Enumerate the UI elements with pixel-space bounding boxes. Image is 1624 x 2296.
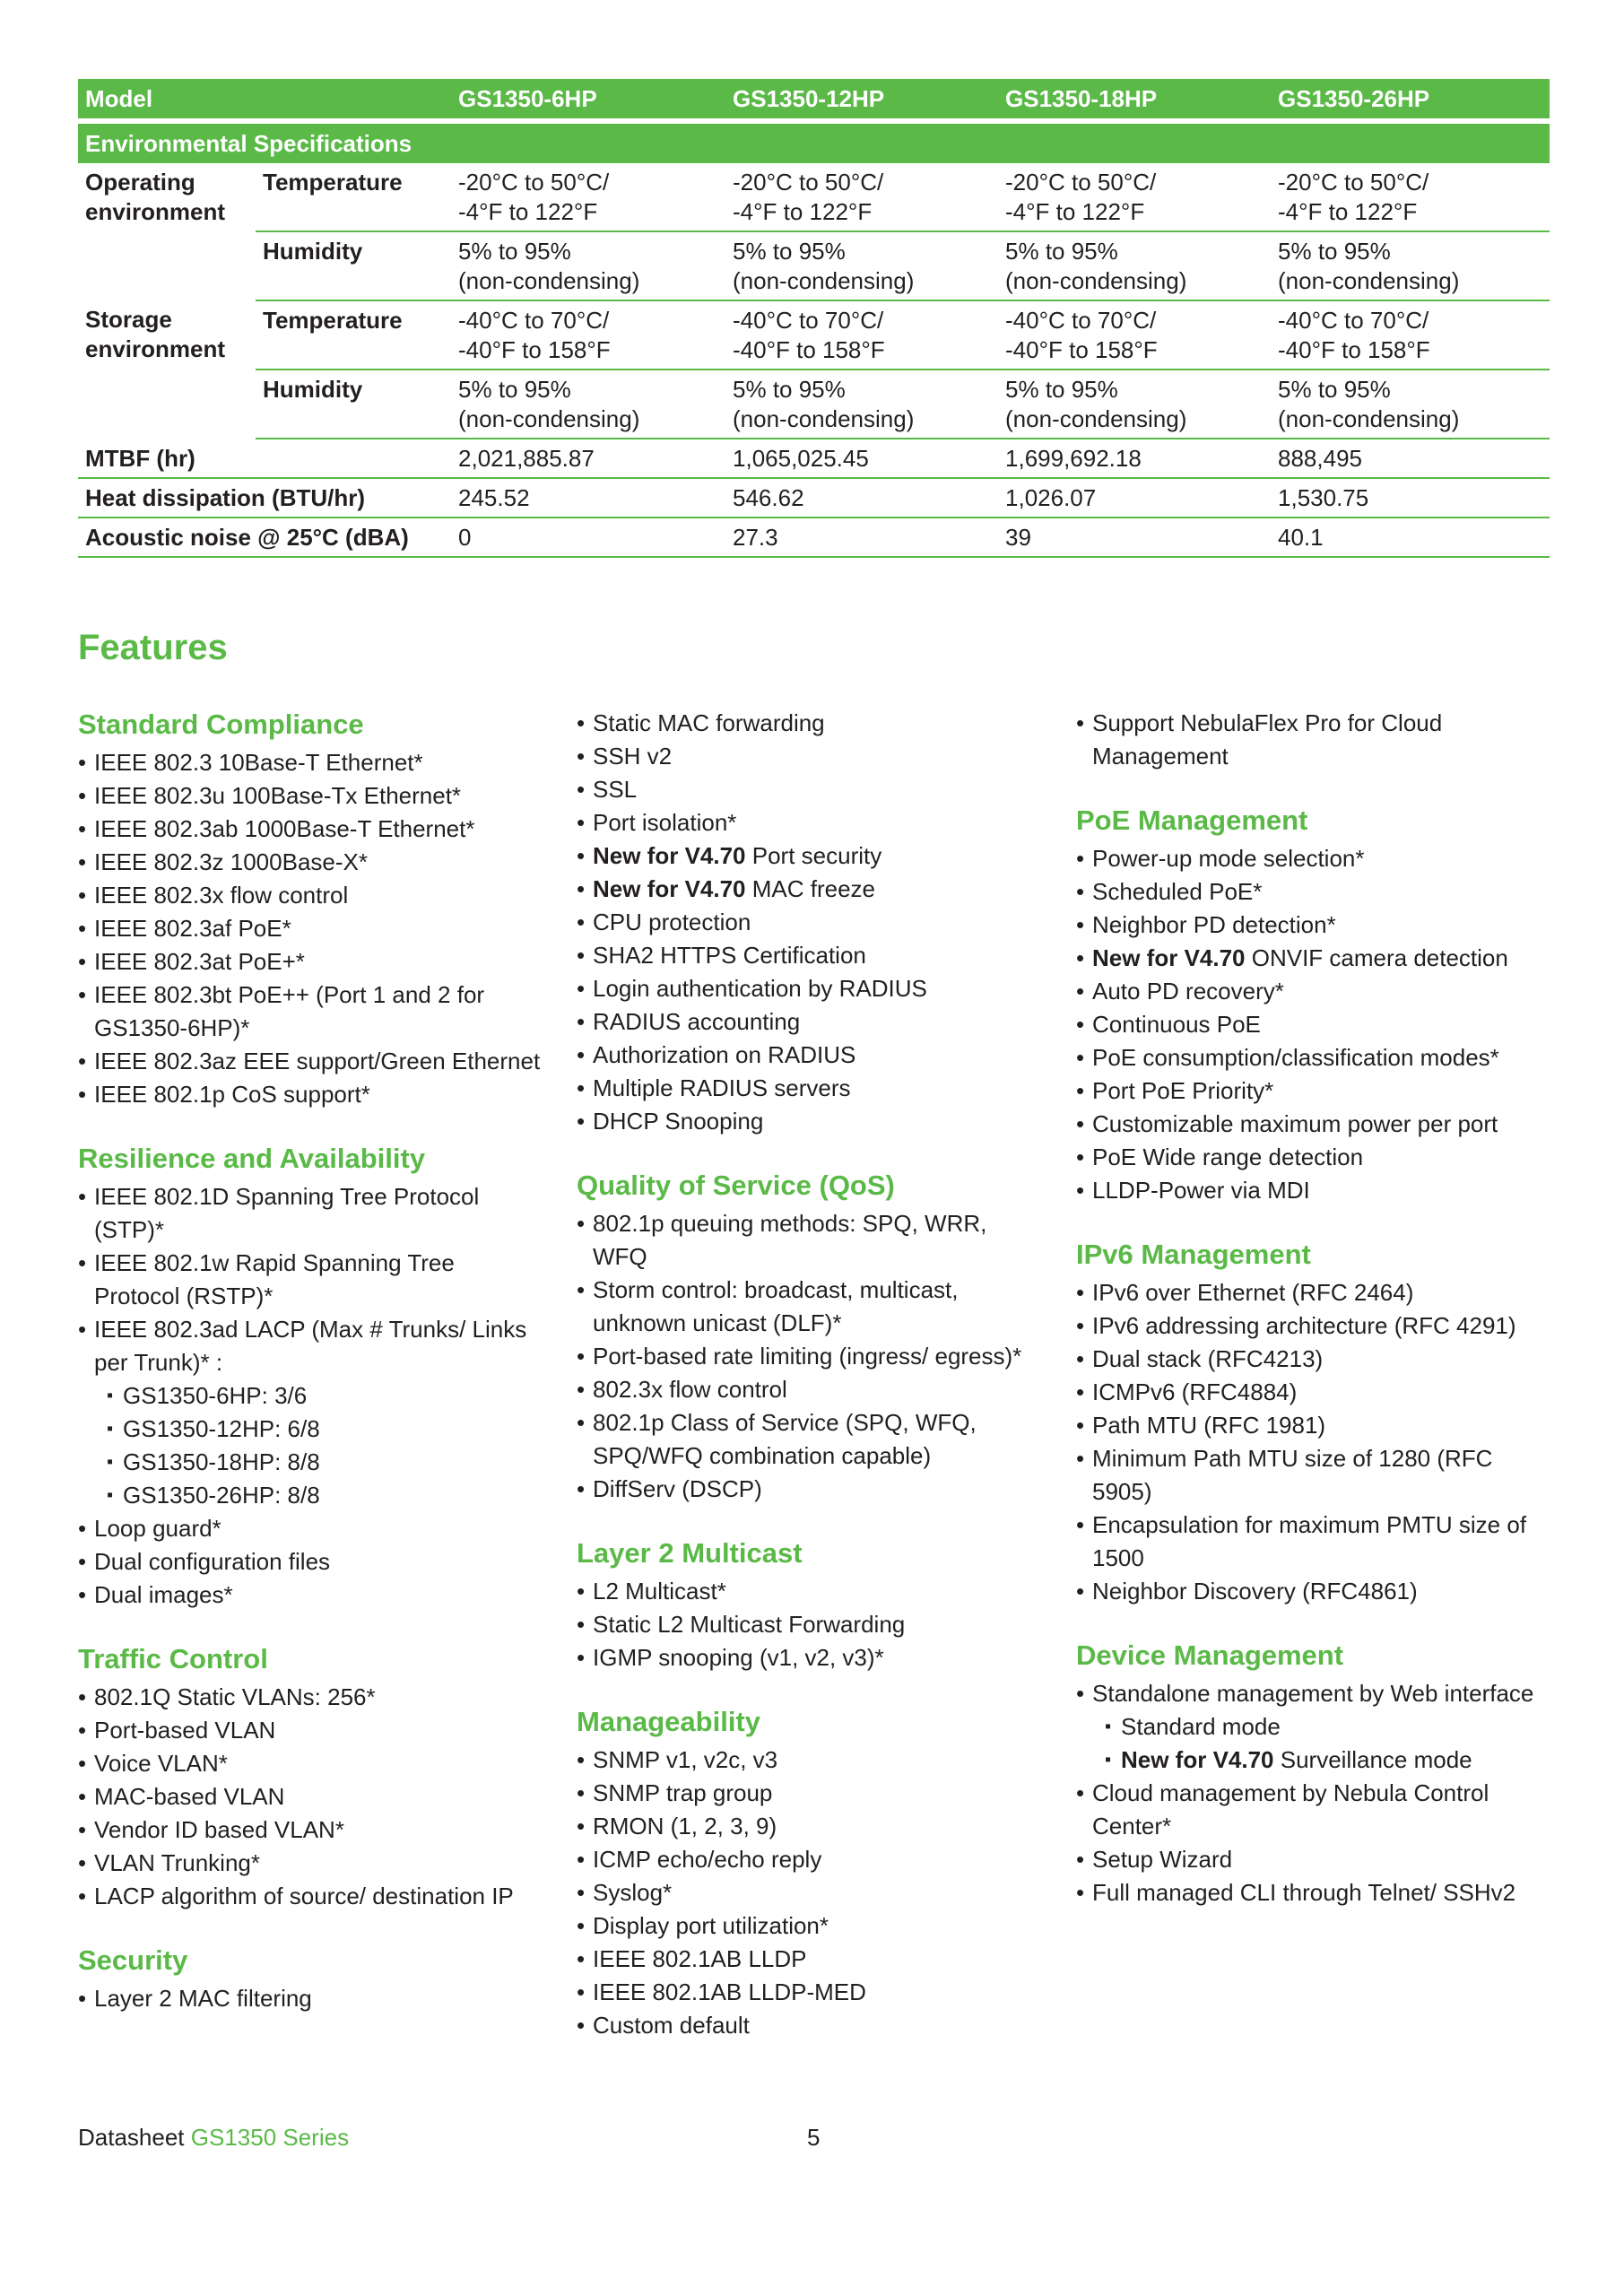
features-title: Features xyxy=(78,628,228,667)
list-item: • Login authentication by RADIUS xyxy=(577,972,1043,1005)
table-cell: -40°C to 70°C/ -40°F to 158°F xyxy=(451,300,725,370)
table-header-row xyxy=(78,79,1550,118)
list-item: • Dual configuration files xyxy=(78,1545,544,1578)
list-standard-compliance xyxy=(78,746,544,1111)
list-layer2-multicast xyxy=(577,1575,1043,1674)
list-item: • IEEE 802.3z 1000Base-X* xyxy=(78,846,544,879)
list-item: • DiffServ (DSCP) xyxy=(577,1473,1043,1506)
list-item: • Customizable maximum power per port xyxy=(1076,1108,1551,1141)
section-title: Environmental Specifications xyxy=(78,124,1550,163)
table-cell: 27.3 xyxy=(725,517,998,557)
list-device-management xyxy=(1076,1677,1551,1909)
list-item: • Vendor ID based VLAN* xyxy=(78,1813,544,1847)
list-item: • ICMPv6 (RFC4884) xyxy=(1076,1376,1551,1409)
table-row-heat xyxy=(78,478,1550,517)
features-column-3 xyxy=(1076,707,1551,1939)
list-item: • Storm control: broadcast, multicast, unknown unicast (DLF)* xyxy=(577,1274,1043,1340)
list-item: • MAC-based VLAN xyxy=(78,1780,544,1813)
section-row-environmental xyxy=(78,124,1550,163)
table-row xyxy=(78,300,1550,370)
table-row xyxy=(78,231,1550,300)
row-label-operating: Operating environment xyxy=(85,169,226,225)
table-cell: 5% to 95% (non-condensing) xyxy=(1271,231,1550,300)
table-cell: -40°C to 70°C/ -40°F to 158°F xyxy=(998,300,1271,370)
table-cell: 40.1 xyxy=(1271,517,1550,557)
table-cell: 1,530.75 xyxy=(1271,478,1550,517)
table-cell: 5% to 95% (non-condensing) xyxy=(725,231,998,300)
list-item: • IEEE 802.3 10Base-T Ethernet* xyxy=(78,746,544,779)
table-cell: 5% to 95% (non-condensing) xyxy=(451,370,725,439)
header-gs1350-6hp: GS1350-6HP xyxy=(451,79,725,118)
list-item: • LACP algorithm of source/ destination IP xyxy=(78,1880,544,1913)
list-item: • New for V4.70 ONVIF camera detection xyxy=(1076,942,1551,975)
sub-list-item: ▪ New for V4.70 Surveillance mode xyxy=(1076,1744,1551,1777)
list-item: • SNMP v1, v2c, v3 xyxy=(577,1744,1043,1777)
list-poe-management xyxy=(1076,842,1551,1207)
features-column-1 xyxy=(78,707,544,2045)
row-label-mtbf: MTBF (hr) xyxy=(78,439,451,478)
list-item: • SNMP trap group xyxy=(577,1777,1043,1810)
list-item: • 802.1p queuing methods: SPQ, WRR, WFQ xyxy=(577,1207,1043,1274)
row-label-storage: Storage environment xyxy=(85,306,226,362)
list-item: • Port-based VLAN xyxy=(78,1714,544,1747)
table-cell: 39 xyxy=(998,517,1271,557)
list-item: • IEEE 802.1p CoS support* xyxy=(78,1078,544,1111)
list-item: • Encapsulation for maximum PMTU size of 1500 xyxy=(1076,1509,1551,1575)
sub-label-humidity: Humidity xyxy=(256,231,451,300)
table-cell: 5% to 95% (non-condensing) xyxy=(998,231,1271,300)
list-item: • Syslog* xyxy=(577,1876,1043,1909)
table-cell: 2,021,885.87 xyxy=(451,439,725,478)
sub-list-item: ▪ GS1350-6HP: 3/6 xyxy=(78,1379,544,1413)
list-item: • Static MAC forwarding xyxy=(577,707,1043,740)
list-item: • IEEE 802.1AB LLDP-MED xyxy=(577,1976,1043,2009)
list-item: • CPU protection xyxy=(577,906,1043,939)
list-item: • Continuous PoE xyxy=(1076,1008,1551,1041)
list-item: • Authorization on RADIUS xyxy=(577,1039,1043,1072)
new-tag: New for V4.70 xyxy=(1121,1746,1274,1773)
list-item: • IEEE 802.3bt PoE++ (Port 1 and 2 for GS1350-6HP)* xyxy=(78,978,544,1045)
list-item: • Voice VLAN* xyxy=(78,1747,544,1780)
list-item: • Setup Wizard xyxy=(1076,1843,1551,1876)
list-item: • Standalone management by Web interface xyxy=(1076,1677,1551,1710)
list-item: • PoE consumption/classification modes* xyxy=(1076,1041,1551,1074)
sub-list-item: ▪ GS1350-26HP: 8/8 xyxy=(78,1479,544,1512)
list-item: • IEEE 802.3az EEE support/Green Ethernet xyxy=(78,1045,544,1078)
list-item: • Port-based rate limiting (ingress/ egress)* xyxy=(577,1340,1043,1373)
list-item: • Port PoE Priority* xyxy=(1076,1074,1551,1108)
table-row-noise xyxy=(78,517,1550,557)
list-item: • Layer 2 MAC filtering xyxy=(78,1982,544,2015)
table-cell: -40°C to 70°C/ -40°F to 158°F xyxy=(725,300,998,370)
list-ipv6-management xyxy=(1076,1276,1551,1608)
list-item: • SHA2 HTTPS Certification xyxy=(577,939,1043,972)
list-item: • New for V4.70 MAC freeze xyxy=(577,873,1043,906)
header-model: Model xyxy=(78,79,451,118)
table-row-mtbf xyxy=(78,439,1550,478)
table-cell: -40°C to 70°C/ -40°F to 158°F xyxy=(1271,300,1550,370)
list-manageability-part-1 xyxy=(577,1744,1043,2042)
table-cell: 0 xyxy=(451,517,725,557)
table-cell: -20°C to 50°C/ -4°F to 122°F xyxy=(1271,163,1550,231)
heading-poe-management: PoE Management xyxy=(1076,804,1308,836)
list-item: • Support NebulaFlex Pro for Cloud Management xyxy=(1076,707,1551,773)
list-resilience xyxy=(78,1180,544,1612)
list-item: • Path MTU (RFC 1981) xyxy=(1076,1409,1551,1442)
environmental-spec-table xyxy=(78,79,1550,558)
heading-qos: Quality of Service (QoS) xyxy=(577,1170,895,1201)
heading-security: Security xyxy=(78,1944,188,1976)
table-cell: -20°C to 50°C/ -4°F to 122°F xyxy=(998,163,1271,231)
sub-list-item: ▪ GS1350-12HP: 6/8 xyxy=(78,1413,544,1446)
list-item: • Power-up mode selection* xyxy=(1076,842,1551,875)
list-item: • DHCP Snooping xyxy=(577,1105,1043,1138)
heading-traffic-control: Traffic Control xyxy=(78,1643,268,1674)
table-cell: 5% to 95% (non-condensing) xyxy=(998,370,1271,439)
heading-device-management: Device Management xyxy=(1076,1639,1344,1671)
list-item: • LLDP-Power via MDI xyxy=(1076,1174,1551,1207)
list-item: • 802.1Q Static VLANs: 256* xyxy=(78,1681,544,1714)
list-item: • IPv6 over Ethernet (RFC 2464) xyxy=(1076,1276,1551,1309)
list-item: • 802.3x flow control xyxy=(577,1373,1043,1406)
table-cell: 1,065,025.45 xyxy=(725,439,998,478)
header-gs1350-26hp: GS1350-26HP xyxy=(1271,79,1550,118)
list-item: • Minimum Path MTU size of 1280 (RFC 5905) xyxy=(1076,1442,1551,1509)
list-item: • Neighbor Discovery (RFC4861) xyxy=(1076,1575,1551,1608)
list-item: • IEEE 802.1D Spanning Tree Protocol (STP)* xyxy=(78,1180,544,1247)
table-cell: 888,495 xyxy=(1271,439,1550,478)
list-item: • Multiple RADIUS servers xyxy=(577,1072,1043,1105)
heading-manageability: Manageability xyxy=(577,1706,760,1737)
list-item: • IEEE 802.3at PoE+* xyxy=(78,945,544,978)
heading-standard-compliance: Standard Compliance xyxy=(78,709,364,740)
header-gs1350-18hp: GS1350-18HP xyxy=(998,79,1271,118)
header-gs1350-12hp: GS1350-12HP xyxy=(725,79,998,118)
list-item: • 802.1p Class of Service (SPQ, WFQ, SPQ/WFQ combination capable) xyxy=(577,1406,1043,1473)
new-tag: New for V4.70 xyxy=(593,875,746,902)
row-label-heat: Heat dissipation (BTU/hr) xyxy=(78,478,451,517)
list-item: • RADIUS accounting xyxy=(577,1005,1043,1039)
list-security-part-1 xyxy=(78,1982,544,2015)
sub-list-item: ▪ GS1350-18HP: 8/8 xyxy=(78,1446,544,1479)
heading-resilience: Resilience and Availability xyxy=(78,1143,426,1174)
table-cell: -20°C to 50°C/ -4°F to 122°F xyxy=(451,163,725,231)
list-item: • Loop guard* xyxy=(78,1512,544,1545)
list-item: • VLAN Trunking* xyxy=(78,1847,544,1880)
list-item: • IEEE 802.3ab 1000Base-T Ethernet* xyxy=(78,813,544,846)
table-cell: 5% to 95% (non-condensing) xyxy=(725,370,998,439)
table-cell: 1,026.07 xyxy=(998,478,1271,517)
list-item: • ICMP echo/echo reply xyxy=(577,1843,1043,1876)
list-item: • IEEE 802.3af PoE* xyxy=(78,912,544,945)
table-cell: 5% to 95% (non-condensing) xyxy=(1271,370,1550,439)
features-column-2 xyxy=(577,707,1043,2072)
page-number: 5 xyxy=(807,2124,821,2151)
list-item: • RMON (1, 2, 3, 9) xyxy=(577,1810,1043,1843)
list-item: • IEEE 802.3ad LACP (Max # Trunks/ Links per Trunk)* : xyxy=(78,1313,544,1379)
sub-label-temperature: Temperature xyxy=(256,163,451,231)
list-item: • IEEE 802.3x flow control xyxy=(78,879,544,912)
list-item: • IEEE 802.3u 100Base-Tx Ethernet* xyxy=(78,779,544,813)
list-item: • Dual images* xyxy=(78,1578,544,1612)
footer-label: Datasheet GS1350 Series xyxy=(78,2124,350,2151)
list-qos xyxy=(577,1207,1043,1506)
list-item: • SSL xyxy=(577,773,1043,806)
heading-layer2-multicast: Layer 2 Multicast xyxy=(577,1537,803,1569)
list-item: • IPv6 addressing architecture (RFC 4291) xyxy=(1076,1309,1551,1343)
list-item: • Static L2 Multicast Forwarding xyxy=(577,1608,1043,1641)
table-cell: 1,699,692.18 xyxy=(998,439,1271,478)
list-item: • IGMP snooping (v1, v2, v3)* xyxy=(577,1641,1043,1674)
list-item: • New for V4.70 Port security xyxy=(577,839,1043,873)
table-cell: -20°C to 50°C/ -4°F to 122°F xyxy=(725,163,998,231)
list-item: • IEEE 802.1AB LLDP xyxy=(577,1943,1043,1976)
table-cell: 245.52 xyxy=(451,478,725,517)
list-item: • Scheduled PoE* xyxy=(1076,875,1551,909)
list-item: • Cloud management by Nebula Control Center* xyxy=(1076,1777,1551,1843)
table-cell: 546.62 xyxy=(725,478,998,517)
list-item: • PoE Wide range detection xyxy=(1076,1141,1551,1174)
new-tag: New for V4.70 xyxy=(1092,944,1246,971)
list-item: • Full managed CLI through Telnet/ SSHv2 xyxy=(1076,1876,1551,1909)
table-cell: 5% to 95% (non-condensing) xyxy=(451,231,725,300)
list-item: • Auto PD recovery* xyxy=(1076,975,1551,1008)
list-item: • Display port utilization* xyxy=(577,1909,1043,1943)
list-traffic-control xyxy=(78,1681,544,1913)
list-item: • Port isolation* xyxy=(577,806,1043,839)
new-tag: New for V4.70 xyxy=(593,842,746,869)
sub-list-item: ▪ Standard mode xyxy=(1076,1710,1551,1744)
heading-ipv6-management: IPv6 Management xyxy=(1076,1239,1311,1270)
list-item: • Dual stack (RFC4213) xyxy=(1076,1343,1551,1376)
sub-label-humidity: Humidity xyxy=(256,370,451,439)
row-label-noise: Acoustic noise @ 25°C (dBA) xyxy=(78,517,451,557)
footer-series: GS1350 Series xyxy=(190,2124,350,2151)
table-row xyxy=(78,163,1550,231)
list-manageability-part-2 xyxy=(1076,707,1551,773)
sub-label-temperature: Temperature xyxy=(256,300,451,370)
list-item: • IEEE 802.1w Rapid Spanning Tree Protocol (RSTP)* xyxy=(78,1247,544,1313)
list-item: • Custom default xyxy=(577,2009,1043,2042)
list-item: • L2 Multicast* xyxy=(577,1575,1043,1608)
list-security-part-2 xyxy=(577,707,1043,1138)
list-item: • Neighbor PD detection* xyxy=(1076,909,1551,942)
list-item: • SSH v2 xyxy=(577,740,1043,773)
table-row xyxy=(78,370,1550,439)
